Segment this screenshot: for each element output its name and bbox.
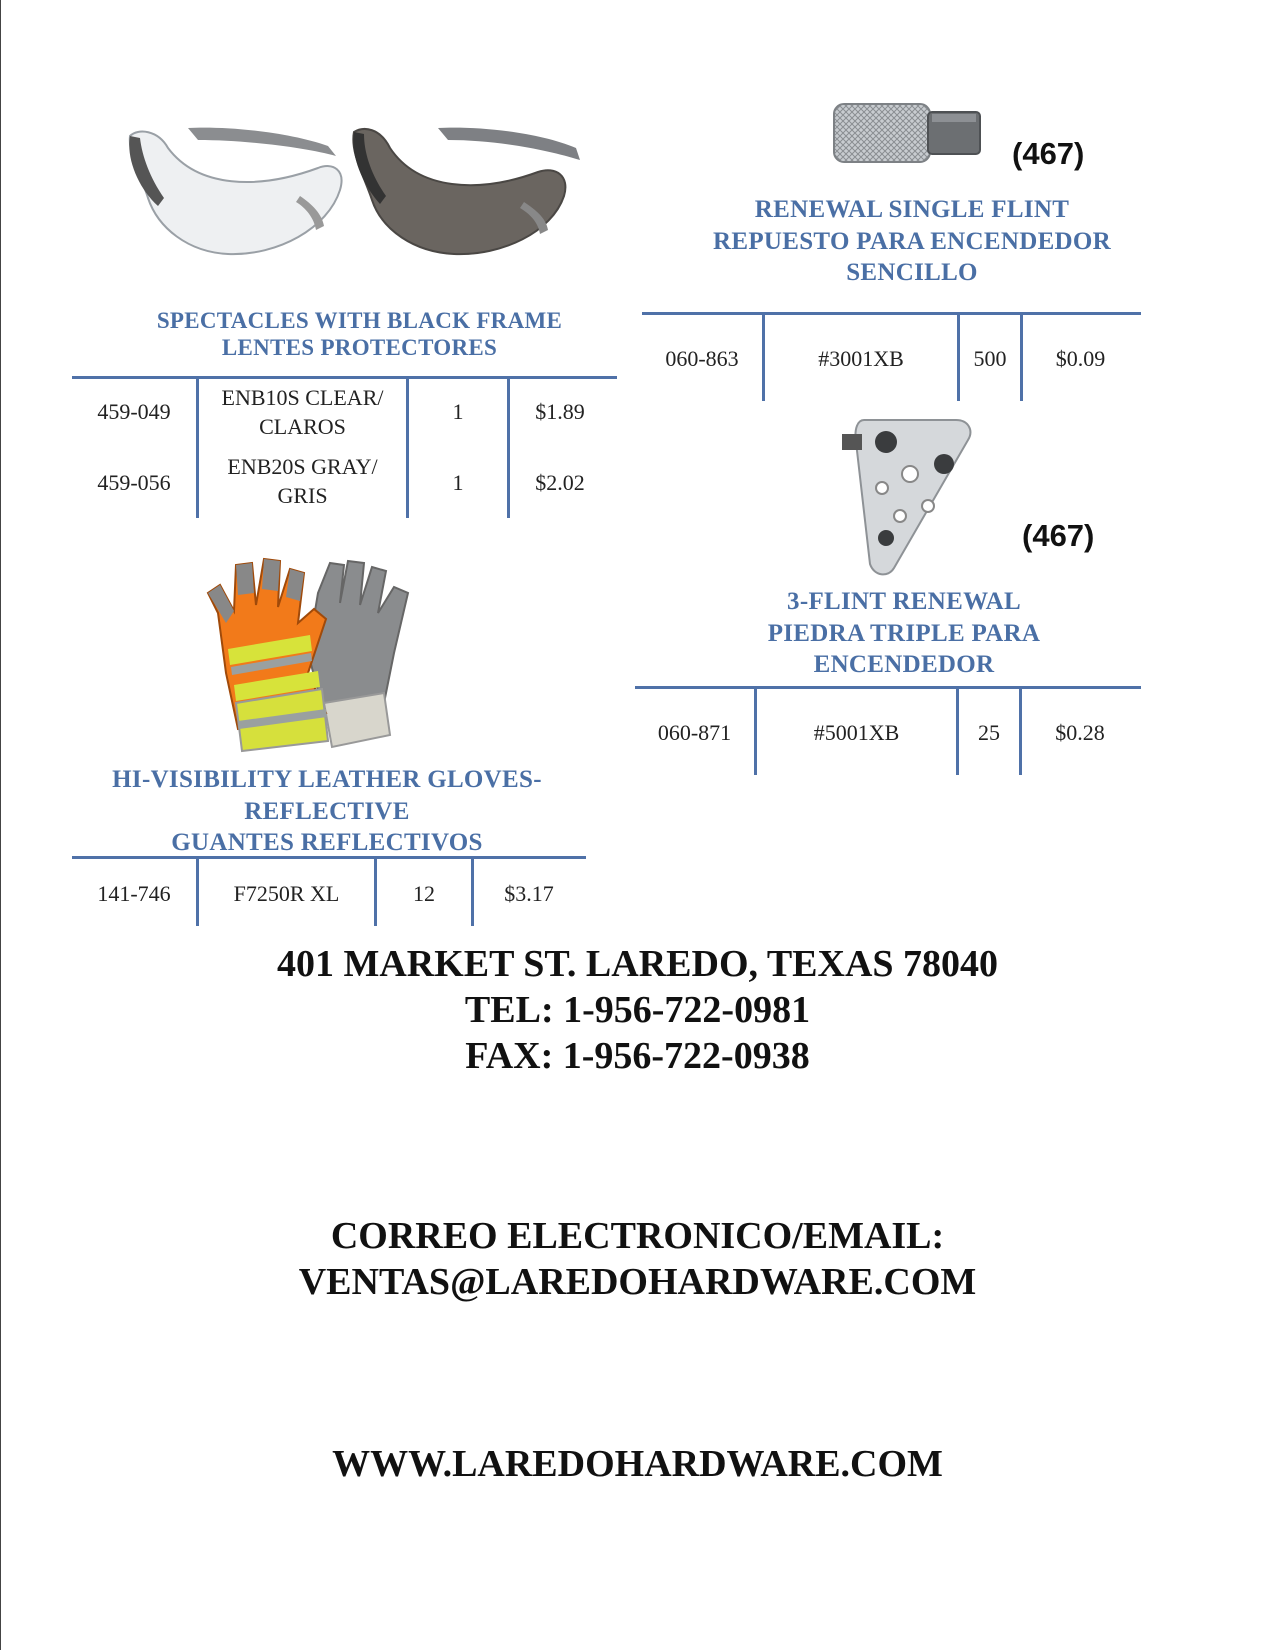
item-price: $3.17 (504, 881, 554, 906)
safety-glasses-image (118, 118, 598, 268)
triple-flint-title-line1: 3-FLINT RENEWAL (787, 588, 1021, 615)
gloves-table-rule (72, 856, 586, 859)
item-qty: 25 (978, 720, 1000, 745)
item-model-line1: ENB20S GRAY/ (227, 454, 378, 479)
spectacles-title-es: LENTES PROTECTORES (221, 335, 498, 360)
item-code: 060-871 (657, 720, 732, 745)
item-price: $1.89 (535, 399, 585, 424)
item-code: 060-863 (665, 346, 739, 371)
gloves-title-line2: REFLECTIVE (244, 797, 410, 825)
triple-flint-badge: (467) (1022, 518, 1095, 553)
item-model-line2: GRIS (277, 483, 328, 508)
item-code: 459-049 (97, 399, 171, 424)
single-flint-title-line2: REPUESTO PARA ENCENDEDOR (713, 227, 1111, 255)
triple-flint-heading (636, 586, 1172, 681)
item-code: 141-746 (97, 881, 171, 906)
item-code: 459-056 (97, 470, 171, 495)
email-address: VENTAS@LAREDOHARDWARE.COM (298, 1261, 977, 1303)
single-flint-image (828, 100, 988, 170)
single-flint-title-line1: RENEWAL SINGLE FLINT (754, 196, 1070, 223)
item-qty: 1 (452, 470, 464, 495)
triple-flint-image (838, 412, 978, 577)
page-border (0, 0, 1, 1650)
spectacles-heading (72, 307, 647, 361)
email-block (0, 1213, 1275, 1305)
item-qty: 12 (413, 881, 435, 906)
address: 401 MARKET ST. LAREDO, TEXAS 78040 (276, 943, 999, 985)
item-qty: 500 (973, 346, 1007, 371)
item-model: F7250R XL (233, 881, 340, 906)
reflective-gloves-image (198, 553, 428, 753)
single-flint-badge: (467) (1012, 136, 1085, 171)
item-price: $2.02 (535, 470, 585, 495)
single-flint-heading (642, 194, 1182, 289)
triple-flint-table-rule (635, 686, 1141, 689)
item-price: $0.28 (1055, 720, 1105, 745)
gloves-heading (72, 764, 582, 859)
triple-flint-title-line2: PIEDRA TRIPLE PARA (767, 619, 1041, 647)
triple-flint-title-line3: ENCENDEDOR (813, 651, 995, 678)
item-model-line2: CLAROS (259, 414, 346, 439)
spectacles-title-en: SPECTACLES WITH BLACK FRAME (156, 308, 563, 333)
item-qty: 1 (452, 399, 464, 424)
website: WWW.LAREDOHARDWARE.COM (332, 1443, 943, 1485)
item-price: $0.09 (1055, 346, 1106, 371)
spectacles-table-rule (72, 376, 617, 379)
single-flint-table-rule (642, 312, 1141, 315)
item-model: #3001XB (818, 346, 904, 371)
contact-block (0, 941, 1275, 1079)
telephone: TEL: 1-956-722-0981 (464, 989, 811, 1031)
item-model (199, 452, 406, 510)
email-label: CORREO ELECTRONICO/EMAIL: (330, 1215, 945, 1257)
fax: FAX: 1-956-722-0938 (465, 1035, 810, 1077)
gloves-title-line1: HI-VISIBILITY LEATHER GLOVES- (112, 766, 542, 793)
item-model: #5001XB (813, 720, 900, 745)
gloves-title-line3: GUANTES REFLECTIVOS (171, 829, 483, 856)
item-model-line1: ENB10S CLEAR/ (221, 385, 384, 410)
item-model (199, 383, 406, 441)
single-flint-title-line3: SENCILLO (846, 259, 978, 286)
